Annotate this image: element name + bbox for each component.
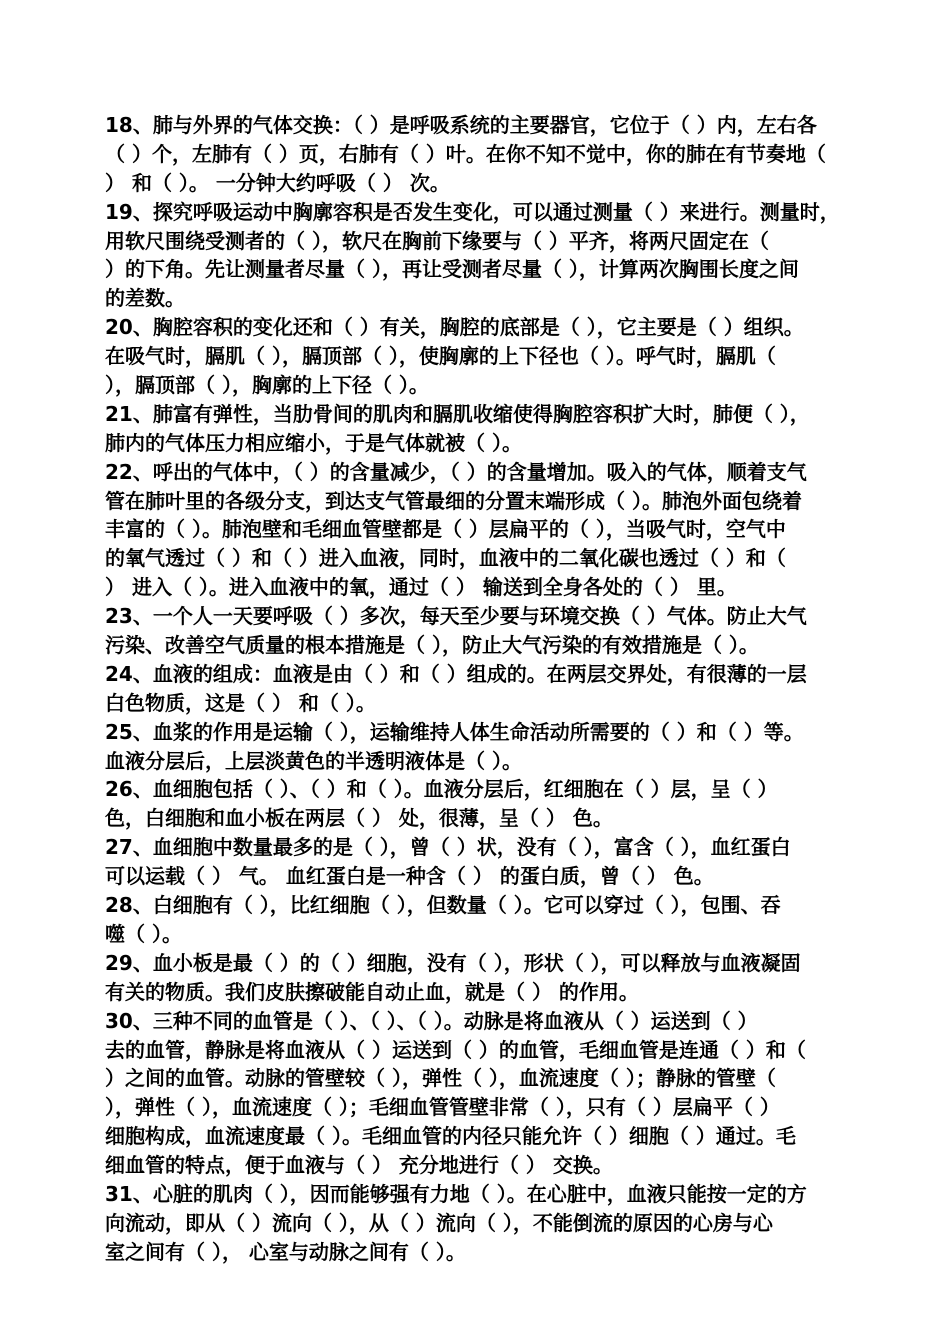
text-line: 29、血小板是最（ ）的（ ）细胞，没有（ ），形状（ ），可以释放与血液凝固: [105, 950, 801, 975]
text-line: 30、三种不同的血管是（ ）、（ ）、（ ）。动脉是将血液从（ ）运送到（ ）: [105, 1008, 758, 1033]
text-line: 用软尺围绕受测者的（ ），软尺在胸前下缘要与（ ）平齐，将两尺固定在（: [105, 228, 769, 253]
text-line: 19、探究呼吸运动中胸廓容积是否发生变化，可以通过测量（ ）来进行。测量时，: [105, 199, 840, 224]
text-line: （ ）个，左肺有（ ）页，右肺有（ ）叶。在你不知不觉中，你的肺在有节奏地（: [105, 141, 826, 166]
text-line: ）的下角。先让测量者尽量（ ），再让受测者尽量（ ），计算两次胸围长度之间: [105, 257, 799, 282]
text-line: 去的血管，静脉是将血液从（ ）运送到（ ）的血管，毛细血管是连通（ ）和（: [105, 1037, 806, 1062]
text-line: ）之间的血管。动脉的管壁较（ ），弹性（ ），血流速度（ ）；静脉的管壁（: [105, 1066, 776, 1091]
text-line: ） 和（ ）。 一分钟大约呼吸（ ） 次。: [105, 170, 450, 195]
text-line: 27、血细胞中数量最多的是（ ），曾（ ）状，没有（ ），富含（ ），血红蛋白: [105, 835, 791, 860]
text-line: ） 进入（ ）。进入血液中的氧，通过（ ） 输送到全身各处的（ ） 里。: [105, 575, 737, 600]
text-line: 有关的物质。我们皮肤擦破能自动止血，就是（ ） 的作用。: [105, 979, 639, 1004]
text-line: 28、白细胞有（ ），比红细胞（ ），但数量（ ）。它可以穿过（ ），包围、吞: [105, 893, 781, 918]
text-line: 血液分层后，上层淡黄色的半透明液体是（ ）。: [105, 748, 522, 773]
text-line: 色，白细胞和血小板在两层（ ） 处，很薄，呈（ ） 色。: [105, 806, 613, 831]
text-line: 24、血液的组成：血液是由（ ）和（ ）组成的。在两层交界处，有很薄的一层: [105, 661, 807, 686]
text-line: 室之间有（ ）， 心室与动脉之间有（ ）。: [105, 1239, 466, 1264]
text-line: 22、呼出的气体中，（ ）的含量减少，（ ）的含量增加。吸入的气体，顺着支气: [105, 459, 807, 484]
text-line: 的差数。: [105, 286, 185, 311]
text-line: 白色物质，这是（ ） 和（ ）。: [105, 690, 376, 715]
text-line: 细胞构成，血流速度最（ ）。毛细血管的内径只能允许（ ）细胞（ ）通过。毛: [105, 1124, 796, 1149]
document-page: [105, 111, 880, 1267]
text-line: 21、肺富有弹性，当肋骨间的肌肉和膈肌收缩使得胸腔容积扩大时，肺便（ ），: [105, 401, 810, 426]
text-line: 污染、改善空气质量的根本措施是（ ），防止大气污染的有效措施是（ ）。: [105, 633, 759, 658]
text-line: 管在肺叶里的各级分支，到达支气管最细的分置末端形成（ ）。肺泡外面包绕着: [105, 488, 802, 513]
text-line: 31、心脏的肌肉（ ），因而能够强有力地（ ）。在心脏中，血液只能按一定的方: [105, 1181, 807, 1206]
text-line: 23、一个人一天要呼吸（ ）多次，每天至少要与环境交换（ ）气体。防止大气: [105, 604, 807, 629]
text-line: 肺内的气体压力相应缩小，于是气体就被（ ）。: [105, 430, 522, 455]
text-line: ），弹性（ ），血流速度（ ）；毛细血管管壁非常（ ），只有（ ）层扁平（ ）: [105, 1095, 780, 1120]
text-line: 丰富的（ ）。肺泡壁和毛细血管壁都是（ ）层扁平的（ ），当吸气时，空气中: [105, 517, 786, 542]
text-line: 噬（ ）。: [105, 921, 182, 946]
text-line: 在吸气时，膈肌（ ），膈顶部（ ），使胸廓的上下径也（ ）。呼气时，膈肌（: [105, 344, 776, 369]
text-line: 可以运载（ ） 气。 血红蛋白是一种含（ ） 的蛋白质，曾（ ） 色。: [105, 864, 714, 889]
text-line: 20、胸腔容积的变化还和（ ）有关，胸腔的底部是（ ），它主要是（ ）组织。: [105, 315, 804, 340]
text-line: 的氧气透过（ ）和（ ）进入血液，同时，血液中的二氧化碳也透过（ ）和（: [105, 546, 786, 571]
text-line: 25、血浆的作用是运输（ ），运输维持人体生命活动所需要的（ ）和（ ）等。: [105, 719, 804, 744]
text-line: 26、血细胞包括（ ）、（ ）和（ ）。血液分层后，红细胞在（ ）层，呈（ ）: [105, 777, 778, 802]
text-line: ），膈顶部（ ），胸廓的上下径（ ）。: [105, 373, 429, 398]
text-line: 向流动，即从（ ）流向（ ），从（ ）流向（ ），不能倒流的原因的心房与心: [105, 1210, 773, 1235]
text-line: 18、肺与外界的气体交换：（ ）是呼吸系统的主要器官，它位于（ ）内，左右各: [105, 113, 817, 137]
text-line: 细血管的特点，便于血液与（ ） 充分地进行（ ） 交换。: [105, 1153, 613, 1178]
